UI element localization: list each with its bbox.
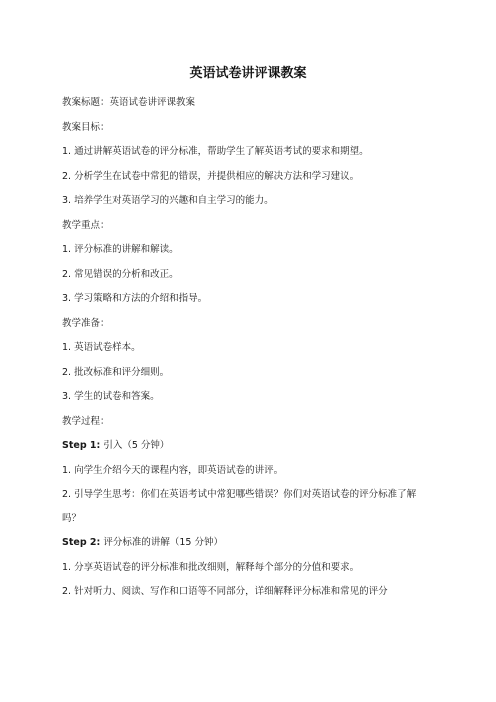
key-points-heading: 教学重点： [62,219,110,231]
step-1-item-2: 2. 引导学生思考：你们在英语考试中常犯哪些错误？你们对英语试卷的评分标准了解吗？ [62,489,417,524]
objective-item-3: 3. 培养学生对英语学习的兴趣和自主学习的能力。 [62,195,274,206]
preparation-item-3: 3. 学生的试卷和答案。 [62,391,160,402]
preparation-item-1: 1. 英语试卷样本。 [62,342,141,353]
step-1-item-1: 1. 向学生介绍今天的课程内容，即英语试卷的讲评。 [62,464,284,476]
process-heading: 教学过程： [62,415,110,427]
key-point-item-2: 2. 常见错误的分析和改正。 [62,268,179,280]
step-2-item-1: 1. 分享英语试卷的评分标准和批改细则，解释每个部分的分值和要求。 [62,561,360,573]
lesson-title-line: 教案标题：英语试卷讲评课教案 [62,97,196,108]
objective-item-2: 2. 分析学生在试卷中常犯的错误，并提供相应的解决方法和学习建议。 [62,170,360,182]
objective-item-1: 1. 通过讲解英语试卷的评分标准，帮助学生了解英语考试的要求和期望。 [62,146,369,157]
step-2-title: 评分标准的讲解（15 分钟） [100,537,223,548]
step-1-label: Step 1: [62,440,101,451]
step-1-title: 引入（5 分钟） [100,440,170,451]
objectives-heading: 教案目标： [62,121,110,133]
key-point-item-1: 1. 评分标准的讲解和解读。 [62,244,179,255]
document-body [62,96,434,610]
step-1-heading [62,439,434,452]
step-2-item-2: 2. 针对听力、阅读、写作和口语等不同部分，详细解释评分标准和常见的评分 [62,586,388,597]
document-title: 英语试卷讲评课教案 [189,66,307,81]
step-2-heading [62,536,434,549]
key-point-item-3: 3. 学习策略和方法的介绍和指导。 [62,293,208,304]
preparation-heading: 教学准备： [62,317,110,329]
step-2-label: Step 2: [62,537,101,548]
preparation-item-2: 2. 批改标准和评分细则。 [62,366,170,378]
